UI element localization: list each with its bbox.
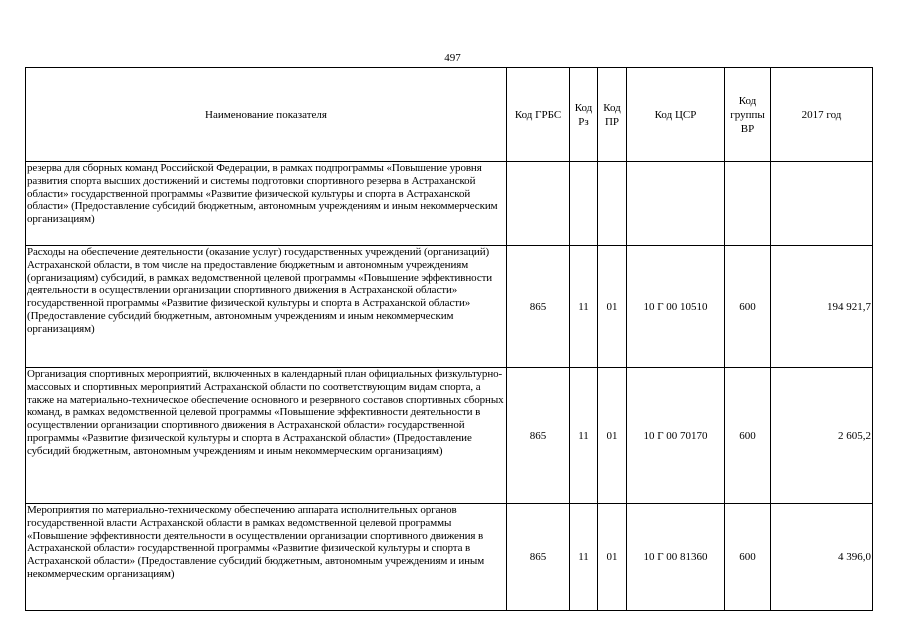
row-amount: 2 605,2 [771,368,873,504]
row-name: Организация спортивных мероприятий, включенных в календарный план официальных физкультурно-массовых и спортивных мероприятий Астраханской области по соответствующим видам спорта, а также на материально-техническое обеспечение основного и резервного составов спортивных сборных команд, в рамках ведомственной целевой программы «Повышение эффективности деятельности в осуществлении организации спортивного движения в Астраханской области» государственной программы «Развитие физической культуры и спорта в Астраханской области» (Предоставление субсидий бюджетным, автономным учреждениям и иным некоммерческим организациям) [26,368,507,504]
table-body [26,162,873,611]
row-rz [570,162,598,246]
row-grbs: 865 [507,368,570,504]
row-amount: 4 396,0 [771,504,873,611]
row-rz: 11 [570,368,598,504]
table-row [26,162,873,246]
row-pr: 01 [598,368,627,504]
table-row [26,504,873,611]
row-vr: 600 [725,246,771,368]
header-name: Наименование показателя [26,68,507,162]
page-number: 497 [444,52,461,64]
header-grbs: Код ГРБС [507,68,570,162]
row-vr: 600 [725,504,771,611]
row-grbs: 865 [507,504,570,611]
row-amount [771,162,873,246]
row-rz: 11 [570,504,598,611]
row-pr: 01 [598,504,627,611]
table-header [26,68,873,162]
row-amount: 194 921,7 [771,246,873,368]
header-row [26,68,873,162]
row-pr: 01 [598,246,627,368]
header-pr: Код ПР [598,68,627,162]
header-vr: Код группы ВР [725,68,771,162]
row-grbs: 865 [507,246,570,368]
row-vr: 600 [725,368,771,504]
row-rz: 11 [570,246,598,368]
table-row [26,368,873,504]
budget-table [25,67,873,611]
row-csr: 10 Г 00 10510 [627,246,725,368]
row-csr: 10 Г 00 81360 [627,504,725,611]
row-csr [627,162,725,246]
row-name: Расходы на обеспечение деятельности (оказание услуг) государственных учреждений (организаций) Астраханской области, в том числе на предоставление бюджетным и автономным учреждениям (организациям) субсидий, в рамках ведомственной целевой программы «Повышение эффективности деятельности в осуществлении организации спортивного движения в Астраханской области» государственной программы «Развитие физической культуры и спорта в Астраханской области» (Предоставление субсидий бюджетным, автономным учреждениям и иным некоммерческим организациям) [26,246,507,368]
row-name: Мероприятия по материально-техническому обеспечению аппарата исполнительных органов государственной власти Астраханской области в рамках ведомственной целевой программы «Повышение эффективности деятельности в осуществлении организации спортивного движения в Астраханской области» государственной программы «Развитие физической культуры и спорта в Астраханской области» (Предоставление субсидий бюджетным, автономным учреждениям и иным некоммерческим организациям) [26,504,507,611]
header-csr: Код ЦСР [627,68,725,162]
row-csr: 10 Г 00 70170 [627,368,725,504]
header-year: 2017 год [771,68,873,162]
row-grbs [507,162,570,246]
header-rz: Код Рз [570,68,598,162]
row-vr [725,162,771,246]
row-pr [598,162,627,246]
row-name: резерва для сборных команд Российской Федерации, в рамках подпрограммы «Повышение уровня развития спорта высших достижений и системы подготовки спортивного резерва в Астраханской области» государственной программы «Развитие физической культуры и спорта в Астраханской области» (Предоставление субсидий бюджетным, автономным учреждениям и иным некоммерческим организациям) [26,162,507,246]
table-row [26,246,873,368]
